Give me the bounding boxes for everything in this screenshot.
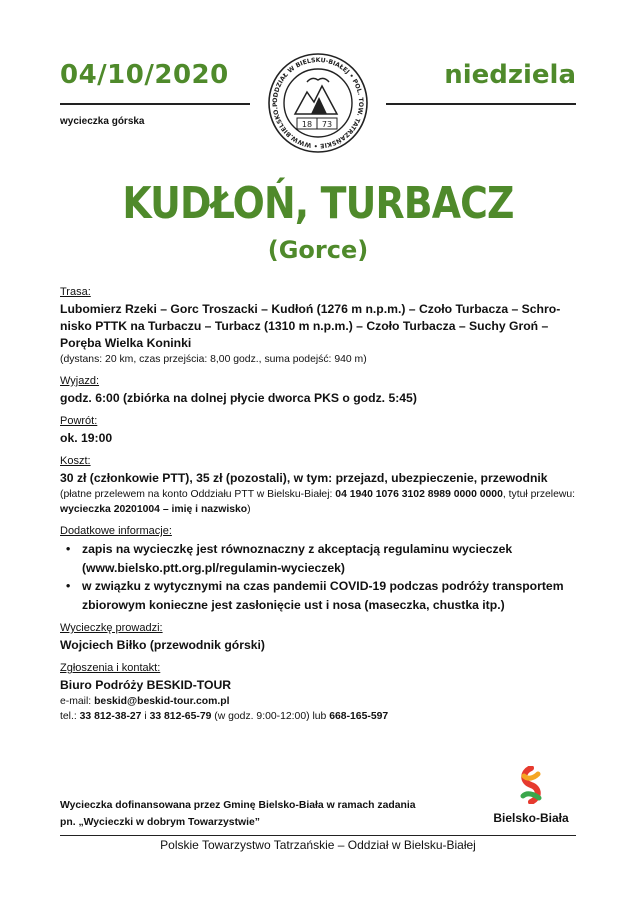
additional-list (60, 540, 580, 614)
city-logo (486, 766, 576, 828)
funding-line-2: pn. „Wycieczki w dobrym Towarzystwie” (60, 817, 260, 828)
cost-text: 30 zł (członkowie PTT), 35 zł (pozostali), w tym: przejazd, ubezpieczenie, przewodnik (60, 471, 548, 485)
return-label: Powrót: (60, 415, 98, 427)
email-link[interactable]: beskid@beskid-tour.com.pl (94, 696, 230, 707)
logo-ring-text: ODDZIAŁ W BIELSKU-BIAŁEJ • POL. TOW. TATRZAŃSKIE • WWW.BIELSKO.P (271, 56, 365, 150)
funding-line-1: Wycieczka dofinansowana przez Gminę Bielsko-Biała w ramach zadania (60, 800, 416, 811)
route-details: (dystans: 20 km, czas przejścia: 8,00 godz., suma podejść: 940 m) (60, 354, 367, 365)
phone-2[interactable]: 33 812-65-79 (149, 711, 212, 722)
footer-text: Polskie Towarzystwo Tatrzańskie – Oddział w Bielsku-Białej (160, 838, 476, 852)
departure-label: Wyjazd: (60, 375, 100, 387)
logo-year-left: 18 (301, 120, 313, 129)
funding-note (60, 797, 480, 831)
footer-divider (60, 835, 576, 836)
guide-text: Wojciech Biłko (przewodnik górski) (60, 638, 265, 652)
city-emblem-icon (514, 766, 548, 804)
bank-account: 04 1940 1076 3102 8989 0000 0000 (335, 489, 503, 500)
route-label: Trasa: (60, 286, 91, 298)
contact-company: Biuro Podróży BESKID-TOUR (60, 678, 232, 692)
trip-details (60, 284, 580, 724)
return-text: ok. 19:00 (60, 431, 113, 445)
page-title: KUDŁOŃ, TURBACZ (122, 178, 514, 229)
contact-email-line: e-mail: beskid@beskid-tour.com.pl (60, 696, 230, 707)
departure-text: godz. 6:00 (zbiórka na dolnej płycie dworca PKS o godz. 5:45) (60, 391, 417, 405)
phone-1[interactable]: 33 812-38-27 (79, 711, 142, 722)
header-rule-left (60, 103, 250, 105)
additional-label: Dodatkowe informacje: (60, 525, 172, 537)
trip-date: 04/10/2020 (60, 60, 229, 90)
contact-label: Zgłoszenia i kontakt: (60, 662, 161, 674)
transfer-title: wycieczka 20201004 – imię i nazwisko (60, 504, 248, 515)
day-of-week: niedziela (444, 60, 576, 90)
ptt-logo (267, 52, 369, 154)
trip-type: wycieczka górska (60, 116, 145, 127)
page-subtitle: (Gorce) (267, 236, 369, 264)
contact-phone-line: tel.: 33 812-38-27 i 33 812-65-79 (w godz. 9:00-12:00) lub 668-165-597 (60, 711, 389, 722)
header-rule-right (386, 103, 576, 105)
guide-label: Wycieczkę prowadzi: (60, 622, 163, 634)
phone-3[interactable]: 668-165-597 (329, 711, 389, 722)
payment-info: (płatne przelewem na konto Oddziału PTT w Bielsku-Białej: 04 1940 1076 3102 8989 0000 0000, tytuł przelewu: wycieczka 20201004 – imię i nazwisko) (60, 489, 576, 515)
cost-label: Koszt: (60, 455, 91, 467)
route-text: Lubomierz Rzeki – Gorc Troszacki – Kudłoń (1276 m n.p.m.) – Czoło Turbacza – Schro-nisko PTTK na Turbaczu – Turbacz (1310 m n.p.m.) – Czoło Turbacza – Suchy Groń – Poręba Wielka Koninki (60, 302, 561, 350)
logo-year-right: 73 (321, 120, 333, 129)
list-item: • w związku z wytycznymi na czas pandemii COVID-19 podczas podróży transportem zbiorowym konieczne jest zasłonięcie ust i nosa (maseczka, chustka itp.) (82, 577, 580, 614)
list-item: • zapis na wycieczkę jest równoznaczny z akceptacją regulaminu wycieczek (www.bielsko.ptt.org.pl/regulamin-wycieczek) (82, 540, 580, 577)
city-name: Bielsko-Biała (493, 811, 569, 825)
